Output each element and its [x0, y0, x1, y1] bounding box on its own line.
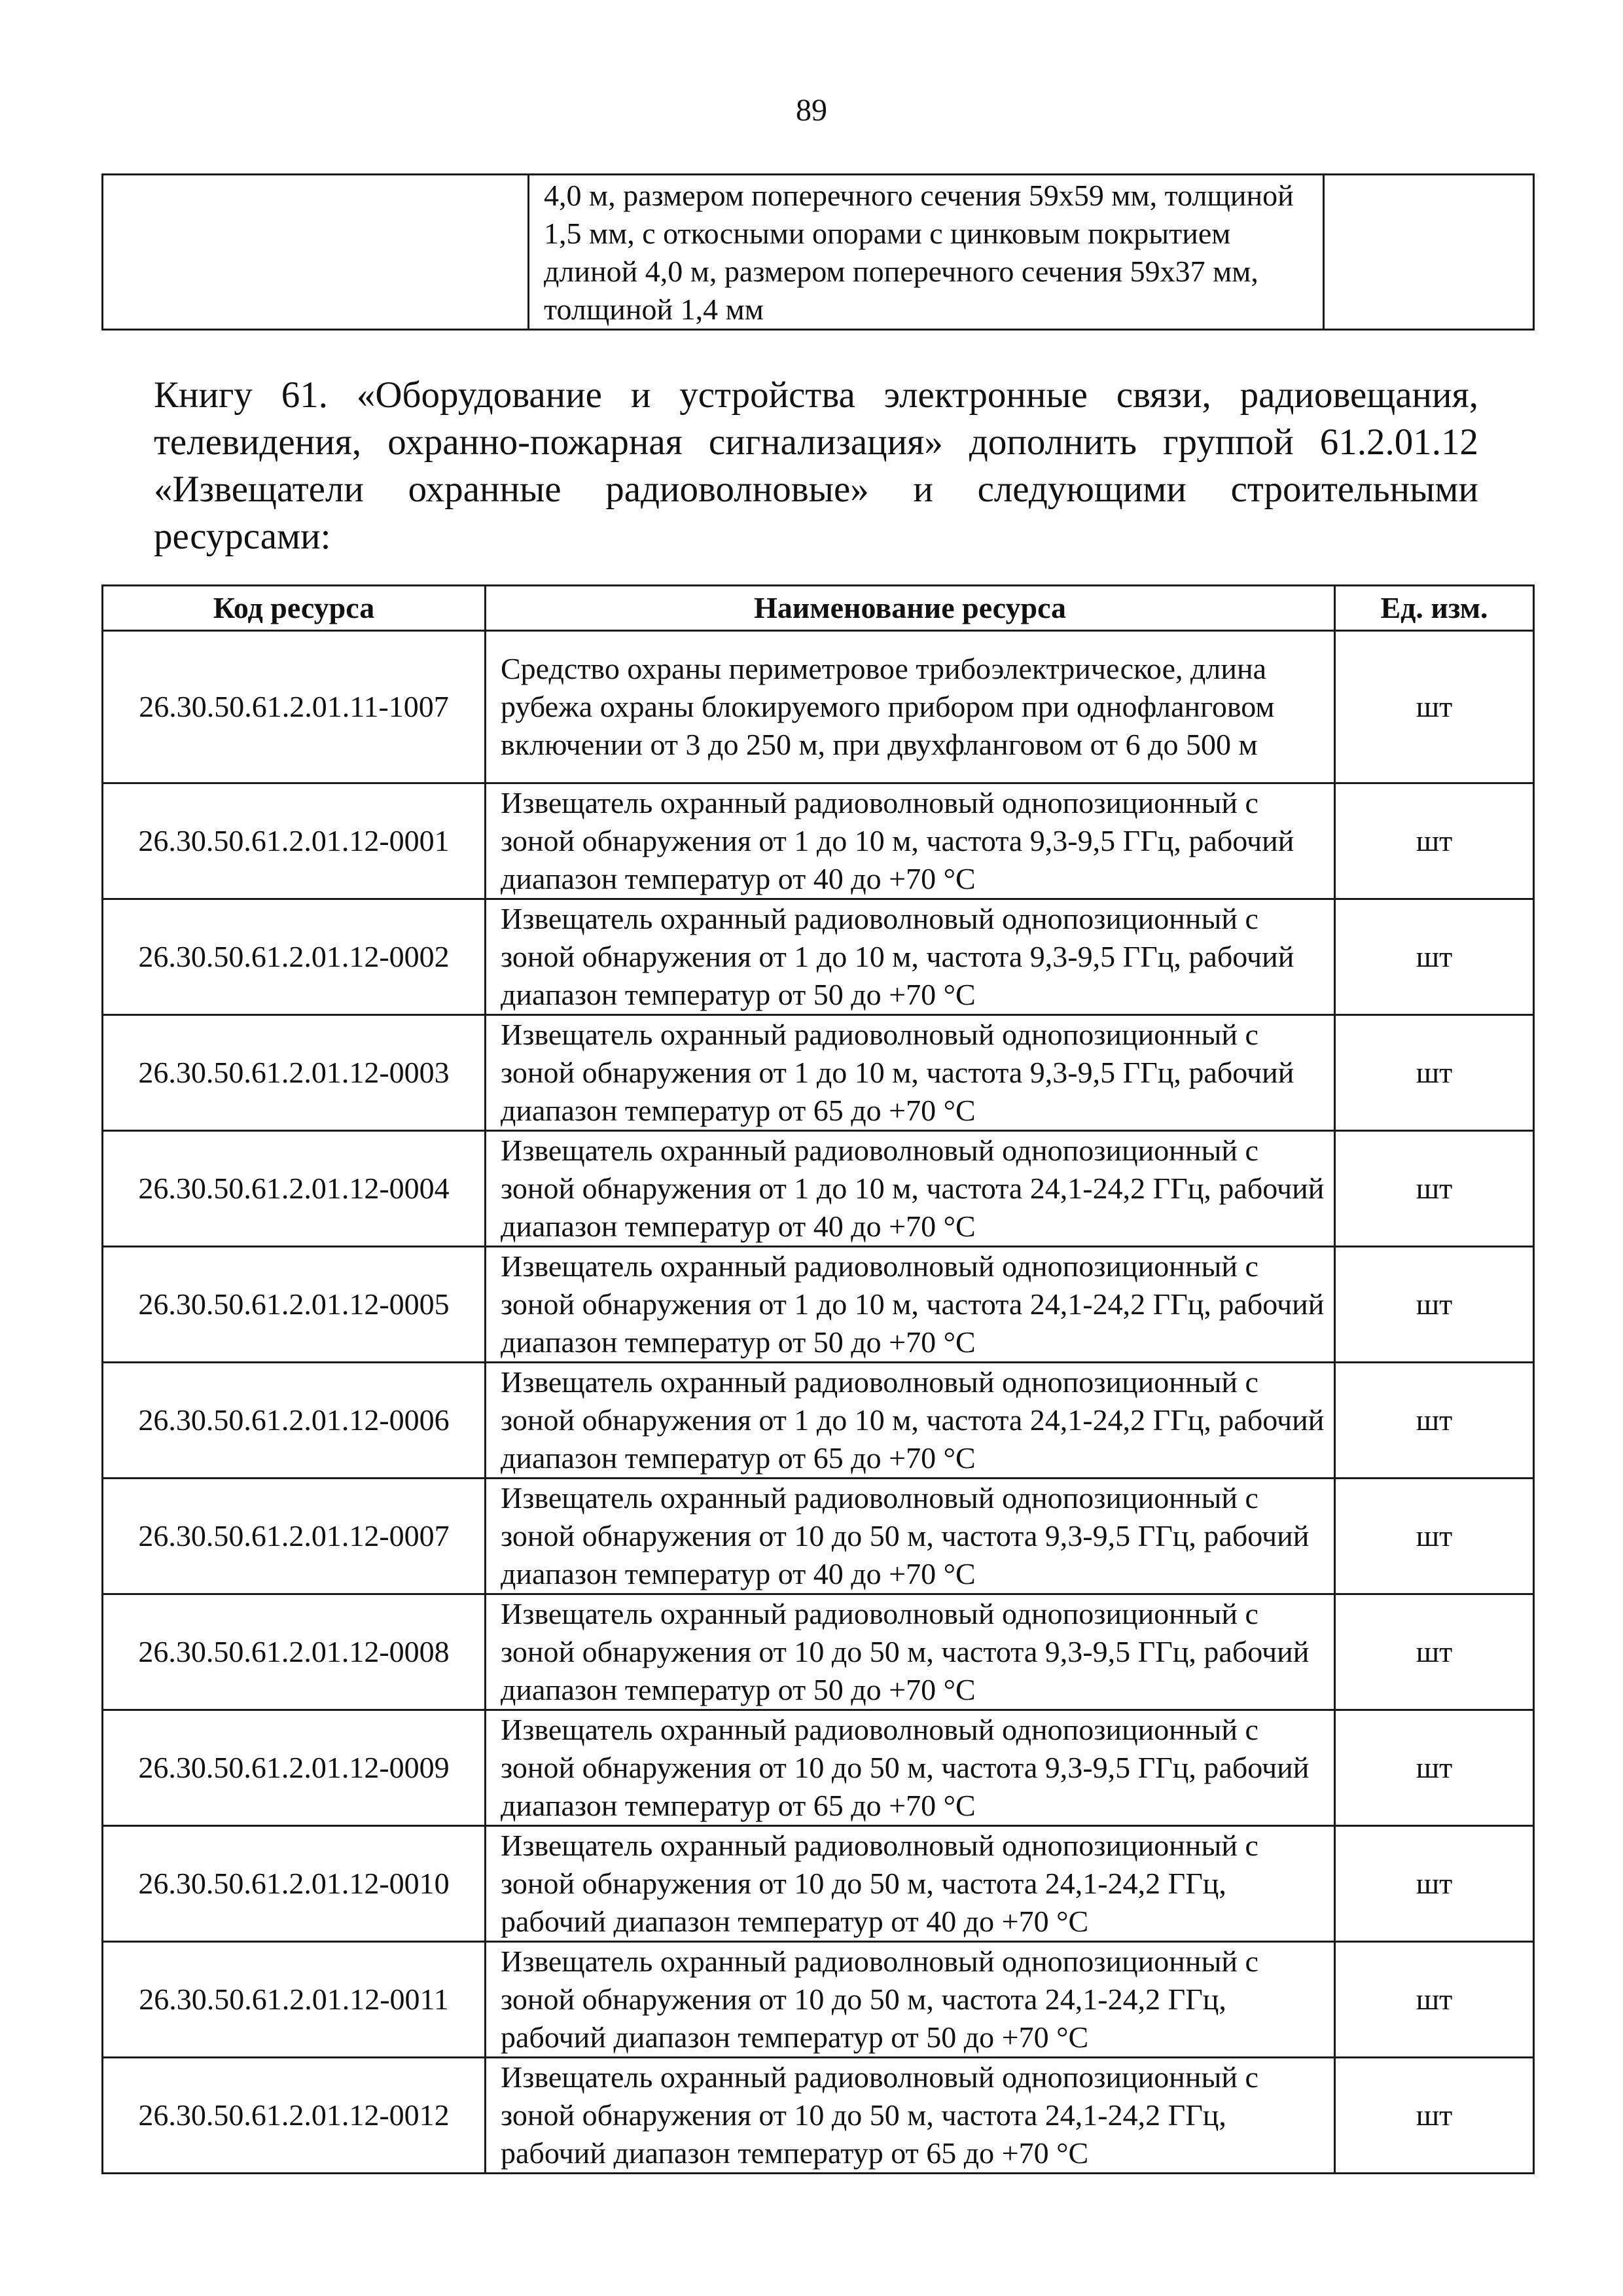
table-row: [103, 1826, 1534, 1942]
table-header-row: [103, 586, 1534, 631]
table-row: [103, 1131, 1534, 1247]
resource-name: Извещатель охранный радиоволновый однопозиционный с зоной обнаружения от 10 до 50 м, частота 24,1-24,2 ГГц, рабочий диапазон температур от 50 до +70 °С: [486, 1942, 1335, 2058]
continuation-table: [101, 173, 1535, 331]
table-row: [103, 2058, 1534, 2174]
resource-name: Извещатель охранный радиоволновый однопозиционный с зоной обнаружения от 10 до 50 м, частота 9,3-9,5 ГГц, рабочий диапазон температур от 40 до +70 °С: [486, 1479, 1335, 1594]
table-row: [103, 783, 1534, 899]
resource-unit: шт: [1335, 1710, 1534, 1826]
resource-name: Извещатель охранный радиоволновый однопозиционный с зоной обнаружения от 10 до 50 м, частота 24,1-24,2 ГГц, рабочий диапазон температур от 40 до +70 °С: [486, 1826, 1335, 1942]
page-number: 89: [796, 93, 827, 128]
resource-code: 26.30.50.61.2.01.12-0011: [103, 1942, 486, 2058]
resource-unit: шт: [1335, 1247, 1534, 1363]
continuation-row: [103, 175, 1534, 330]
resource-code: 26.30.50.61.2.01.12-0003: [103, 1015, 486, 1131]
resource-unit: шт: [1335, 1131, 1534, 1247]
table-row: [103, 1942, 1534, 2058]
table-row: [103, 1363, 1534, 1479]
resource-unit: шт: [1335, 1594, 1534, 1710]
resource-unit: шт: [1335, 1015, 1534, 1131]
resource-name: Извещатель охранный радиоволновый однопозиционный с зоной обнаружения от 10 до 50 м, частота 9,3-9,5 ГГц, рабочий диапазон температур от 50 до +70 °С: [486, 1594, 1335, 1710]
resource-name: Извещатель охранный радиоволновый однопозиционный с зоной обнаружения от 1 до 10 м, частота 9,3-9,5 ГГц, рабочий диапазон температур от 40 до +70 °С: [486, 783, 1335, 899]
continuation-unit-cell: [1324, 175, 1534, 330]
resource-code: 26.30.50.61.2.01.12-0008: [103, 1594, 486, 1710]
resource-name: Извещатель охранный радиоволновый однопозиционный с зоной обнаружения от 1 до 10 м, частота 9,3-9,5 ГГц, рабочий диапазон температур от 50 до +70 °С: [486, 899, 1335, 1015]
resource-code: 26.30.50.61.2.01.12-0002: [103, 899, 486, 1015]
resource-unit: шт: [1335, 1942, 1534, 2058]
continuation-description: 4,0 м, размером поперечного сечения 59х59 мм, толщиной 1,5 мм, с откосными опорами с цинковым покрытием длиной 4,0 м, размером поперечного сечения 59х37 мм, толщиной 1,4 мм: [529, 175, 1324, 330]
header-unit: Ед. изм.: [1335, 586, 1534, 631]
resource-code: 26.30.50.61.2.01.12-0010: [103, 1826, 486, 1942]
resource-name: Средство охраны периметровое трибоэлектрическое, длина рубежа охраны блокируемого прибором при однофланговом включении от 3 до 250 м, при двухфланговом от 6 до 500 м: [486, 631, 1335, 783]
resource-code: 26.30.50.61.2.01.12-0009: [103, 1710, 486, 1826]
resource-code: 26.30.50.61.2.01.12-0012: [103, 2058, 486, 2174]
resource-code: 26.30.50.61.2.01.11-1007: [103, 631, 486, 783]
resource-code: 26.30.50.61.2.01.12-0005: [103, 1247, 486, 1363]
resource-name: Извещатель охранный радиоволновый однопозиционный с зоной обнаружения от 10 до 50 м, частота 24,1-24,2 ГГц, рабочий диапазон температур от 65 до +70 °С: [486, 2058, 1335, 2174]
resource-name: Извещатель охранный радиоволновый однопозиционный с зоной обнаружения от 10 до 50 м, частота 9,3-9,5 ГГц, рабочий диапазон температур от 65 до +70 °С: [486, 1710, 1335, 1826]
resource-code: 26.30.50.61.2.01.12-0007: [103, 1479, 486, 1594]
resource-code: 26.30.50.61.2.01.12-0001: [103, 783, 486, 899]
resources-table: [101, 584, 1535, 2174]
continuation-code-cell: [103, 175, 529, 330]
resource-unit: шт: [1335, 631, 1534, 783]
resource-unit: шт: [1335, 899, 1534, 1015]
resource-name: Извещатель охранный радиоволновый однопозиционный с зоной обнаружения от 1 до 10 м, частота 24,1-24,2 ГГц, рабочий диапазон температур от 65 до +70 °С: [486, 1363, 1335, 1479]
resource-code: 26.30.50.61.2.01.12-0004: [103, 1131, 486, 1247]
resource-code: 26.30.50.61.2.01.12-0006: [103, 1363, 486, 1479]
intro-paragraph: Книгу 61. «Оборудование и устройства электронные связи, радиовещания, телевидения, охранно-пожарная сигнализация» дополнить группой 61.2.01.12 «Извещатели охранные радиоволновые» и следующими строительными ресурсами:: [154, 374, 1478, 557]
table-row: [103, 899, 1534, 1015]
table-row: [103, 631, 1534, 783]
table-row: [103, 1710, 1534, 1826]
table-row: [103, 1247, 1534, 1363]
table-row: [103, 1015, 1534, 1131]
resource-name: Извещатель охранный радиоволновый однопозиционный с зоной обнаружения от 1 до 10 м, частота 24,1-24,2 ГГц, рабочий диапазон температур от 40 до +70 °С: [486, 1131, 1335, 1247]
resource-unit: шт: [1335, 783, 1534, 899]
header-name: Наименование ресурса: [486, 586, 1335, 631]
resource-unit: шт: [1335, 1479, 1534, 1594]
table-row: [103, 1594, 1534, 1710]
table-row: [103, 1479, 1534, 1594]
resource-unit: шт: [1335, 1363, 1534, 1479]
resource-name: Извещатель охранный радиоволновый однопозиционный с зоной обнаружения от 1 до 10 м, частота 24,1-24,2 ГГц, рабочий диапазон температур от 50 до +70 °С: [486, 1247, 1335, 1363]
resource-name: Извещатель охранный радиоволновый однопозиционный с зоной обнаружения от 1 до 10 м, частота 9,3-9,5 ГГц, рабочий диапазон температур от 65 до +70 °С: [486, 1015, 1335, 1131]
header-code: Код ресурса: [103, 586, 486, 631]
resource-unit: шт: [1335, 1826, 1534, 1942]
resource-unit: шт: [1335, 2058, 1534, 2174]
